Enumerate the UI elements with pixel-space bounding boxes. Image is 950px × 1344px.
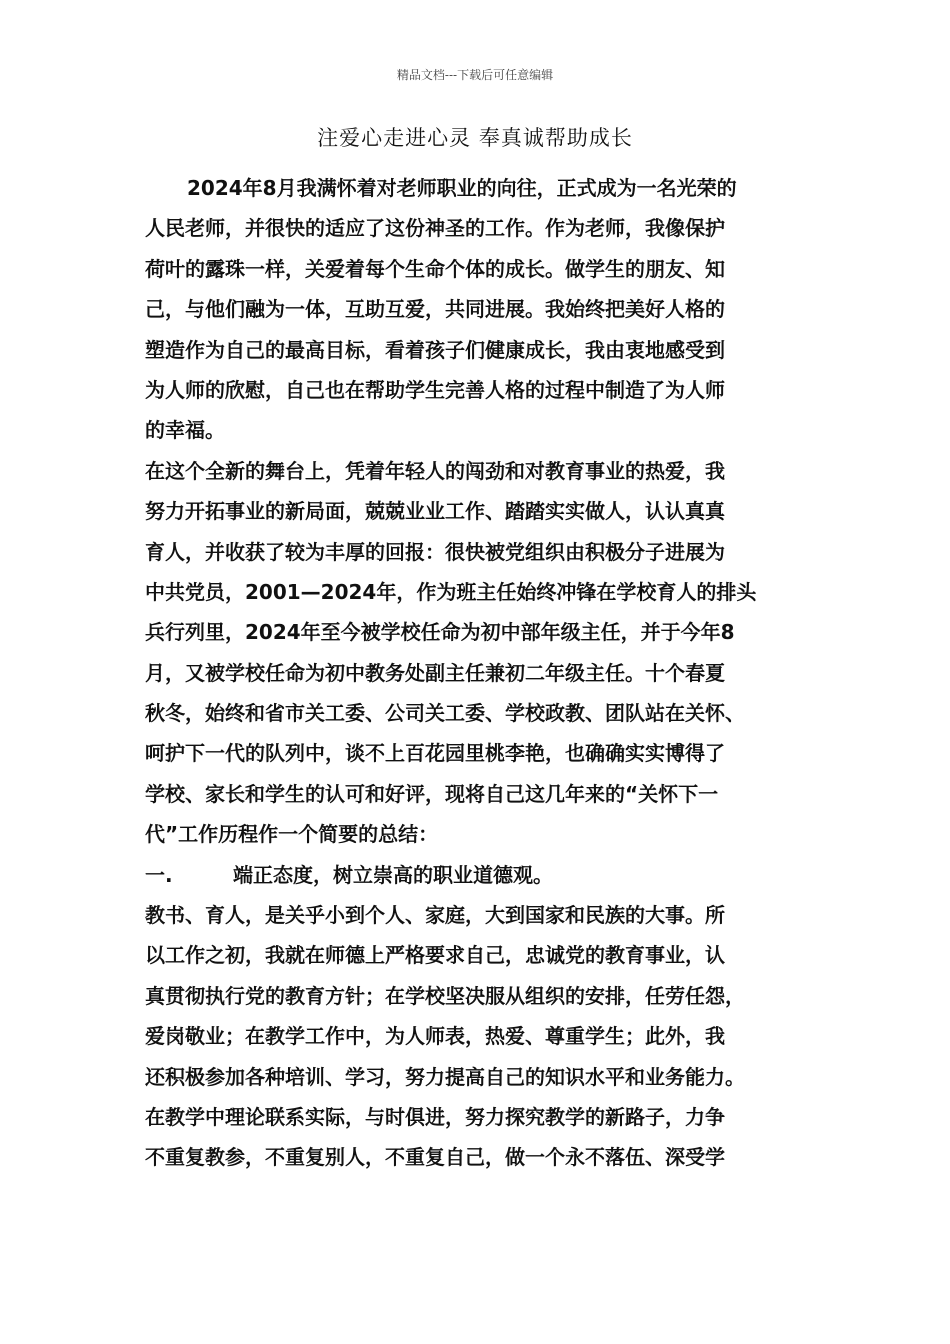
text-line: 学校、家长和学生的认可和好评，现将自己这几年来的“关怀下一 <box>145 781 719 806</box>
text-line: 2024年8月我满怀着对老师职业的向往，正式成为一名光荣的 <box>187 176 737 200</box>
text-line: 在这个全新的舞台上，凭着年轻人的闯劲和对教育事业的热爱，我 <box>145 458 725 483</box>
text-line: 代”工作历程作一个简要的总结： <box>145 822 439 847</box>
text-line: 在教学中理论联系实际，与时俱进，努力探究教学的新路子，力争 <box>145 1104 725 1129</box>
paragraph-1 <box>145 168 835 451</box>
paragraph-2 <box>145 451 835 855</box>
text-line: 荷叶的露珠一样，关爱着每个生命个体的成长。做学生的朋友、知 <box>145 256 725 281</box>
text-line: 还积极参加各种培训、学习，努力提高自己的知识水平和业务能力。 <box>145 1064 745 1089</box>
text-line: 教书、育人，是关乎小到个人、家庭，大到国家和民族的大事。所 <box>145 903 725 928</box>
paragraph-3 <box>145 895 835 1178</box>
text-line: 努力开拓事业的新局面，兢兢业业工作、踏踏实实做人，认认真真 <box>145 499 725 524</box>
text-line: 不重复教参，不重复别人，不重复自己，做一个永不落伍、深受学 <box>145 1145 725 1170</box>
text-line: 人民老师，并很快的适应了这份神圣的工作。作为老师，我像保护 <box>145 216 725 241</box>
text-line: 为人师的欣慰，自己也在帮助学生完善人格的过程中制造了为人师 <box>145 377 725 402</box>
document-body <box>145 168 835 1178</box>
text-line: 月，又被学校任命为初中教务处副主任兼初二年级主任。十个春夏 <box>145 660 725 685</box>
text-line: 真贯彻执行党的教育方针；在学校坚决服从组织的安排，任劳任怨， <box>145 983 745 1008</box>
page-header: 精品文档---下载后可任意编辑 <box>396 68 554 82</box>
text-line: 己，与他们融为一体，互助互爱，共同进展。我始终把美好人格的 <box>145 297 725 322</box>
text-line: 秋冬，始终和省市关工委、公司关工委、学校政教、团队站在关怀、 <box>145 701 745 726</box>
text-line: 以工作之初，我就在师德上严格要求自己，忠诚党的教育事业，认 <box>145 943 725 968</box>
text-line: 育人，并收获了较为丰厚的回报：很快被党组织由积极分子进展为 <box>145 539 725 564</box>
document-title: 注爱心走进心灵 奉真诚帮助成长 <box>317 126 633 150</box>
section-heading <box>145 855 835 895</box>
section-number: 一. <box>145 862 173 887</box>
text-line: 的幸福。 <box>145 418 225 443</box>
section-heading-text: 端正态度，树立崇高的职业道德观。 <box>233 862 553 887</box>
text-line: 塑造作为自己的最高目标，看着孩子们健康成长，我由衷地感受到 <box>145 337 725 362</box>
text-line: 中共党员，2001—2024年，作为班主任始终冲锋在学校育人的排头 <box>145 579 757 604</box>
text-line: 爱岗敬业；在教学工作中，为人师表，热爱、尊重学生；此外，我 <box>145 1024 725 1049</box>
text-line: 呵护下一代的队列中，谈不上百花园里桃李艳，也确确实实博得了 <box>145 741 725 766</box>
text-line: 兵行列里，2024年至今被学校任命为初中部年级主任，并于今年8 <box>145 620 735 645</box>
